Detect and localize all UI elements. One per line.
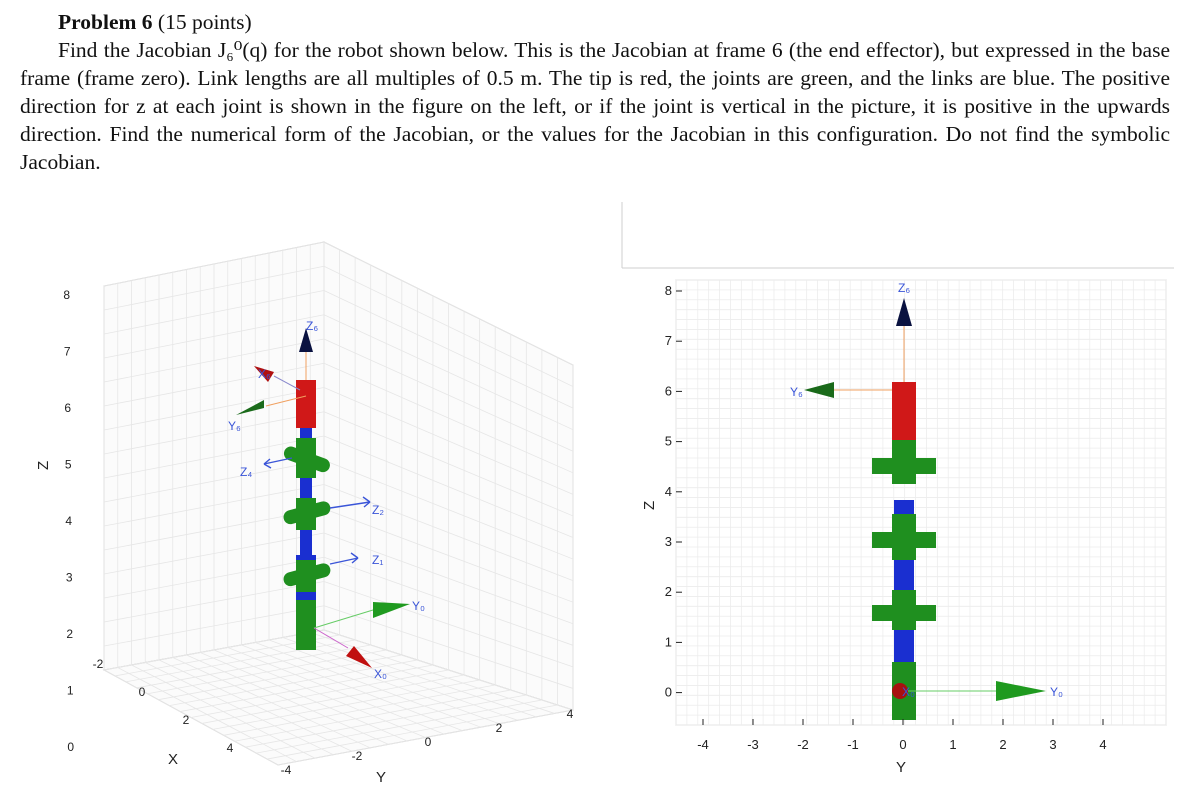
left-x-tick: 4 bbox=[226, 741, 234, 755]
right-z-tick: 3 bbox=[664, 534, 672, 549]
left-y-tick: -4 bbox=[280, 763, 292, 777]
right-y-tick: 0 bbox=[899, 737, 907, 752]
label-y0-right: Y₀ bbox=[1050, 685, 1063, 699]
label-y0: Y₀ bbox=[412, 599, 425, 613]
robot-3d-figure bbox=[28, 200, 608, 800]
label-z2: Z₂ bbox=[372, 503, 384, 517]
problem-points: (15 points) bbox=[157, 10, 252, 34]
right-y-axis-label: Y bbox=[896, 759, 907, 776]
problem-paragraph: Find the Jacobian J₆⁰(q) for the robot shown below. This is the Jacobian at frame 6 (the end effector), but expressed in the base frame (frame zero). Link lengths are all multiples of 0.5 m. The tip is red, the joints are green, and the links are blue. The positive direction for z at each joint is shown in the figure on the left, or if the joint is vertical in the picture, it is positive in the upwards direction. Find the numerical form of the Jacobian, or the values for the Jacobian in this configuration. Do not find the symbolic Jacobian. bbox=[20, 38, 1170, 174]
left-x-axis-label: X bbox=[168, 751, 179, 768]
right-z-tick: 5 bbox=[664, 433, 672, 449]
left-z-axis-label: Z bbox=[35, 460, 52, 470]
label-z4: Z₄ bbox=[240, 465, 253, 479]
label-z6: Z₆ bbox=[306, 319, 319, 333]
tip bbox=[296, 380, 316, 428]
left-z-tick: 0 bbox=[67, 740, 74, 754]
left-y-tick: 0 bbox=[424, 735, 432, 749]
left-x-tick: 0 bbox=[138, 685, 146, 699]
left-z-tick: 3 bbox=[65, 570, 73, 585]
right-y-tick: -4 bbox=[697, 737, 709, 752]
left-y-tick: 2 bbox=[495, 721, 503, 735]
left-z-tick: 2 bbox=[66, 627, 73, 641]
left-z-tick: 7 bbox=[63, 344, 71, 359]
problem-heading bbox=[20, 8, 1170, 36]
right-y-tick: -3 bbox=[747, 737, 759, 752]
label-x0-right: X₀ bbox=[902, 685, 915, 699]
left-y-axis-label: Y bbox=[376, 769, 387, 786]
base-joint bbox=[296, 600, 316, 650]
left-z-tick: 1 bbox=[66, 683, 74, 698]
robot-yz-figure bbox=[620, 200, 1180, 800]
left-z-tick: 8 bbox=[63, 288, 70, 302]
label-z6-right: Z₆ bbox=[898, 281, 911, 295]
label-x6: X₆ bbox=[258, 367, 271, 381]
left-z-tick: 4 bbox=[65, 514, 72, 528]
right-y-tick: 3 bbox=[1049, 737, 1057, 752]
right-z-tick: 8 bbox=[664, 283, 672, 298]
label-x0: X₀ bbox=[374, 667, 387, 681]
right-z-tick: 6 bbox=[664, 383, 672, 399]
left-z-tick: 6 bbox=[64, 401, 71, 415]
right-z-tick: 1 bbox=[664, 634, 672, 650]
right-y-tick: 4 bbox=[1099, 737, 1107, 752]
label-z1: Z₁ bbox=[372, 553, 384, 567]
label-y6: Y₆ bbox=[228, 419, 241, 433]
right-z-tick: 4 bbox=[664, 483, 672, 499]
label-y6-right: Y₆ bbox=[790, 385, 803, 399]
right-z-tick: 0 bbox=[664, 684, 672, 700]
right-z-tick: 7 bbox=[664, 333, 672, 349]
right-y-tick: 1 bbox=[949, 737, 957, 752]
left-y-tick: -2 bbox=[351, 749, 363, 763]
right-z-tick: 2 bbox=[664, 584, 672, 600]
right-y-tick: 2 bbox=[999, 737, 1007, 752]
problem-text bbox=[20, 8, 1170, 176]
problem-title: Problem 6 bbox=[58, 10, 153, 34]
tip-right bbox=[892, 382, 916, 440]
right-y-tick: -2 bbox=[797, 737, 809, 752]
left-x-tick: 2 bbox=[182, 713, 190, 727]
right-y-tick: -1 bbox=[847, 737, 859, 752]
left-z-tick: 5 bbox=[64, 457, 72, 472]
left-x-tick: -2 bbox=[92, 657, 104, 671]
right-z-axis-label: Z bbox=[641, 500, 658, 510]
left-y-tick: 4 bbox=[566, 707, 574, 721]
